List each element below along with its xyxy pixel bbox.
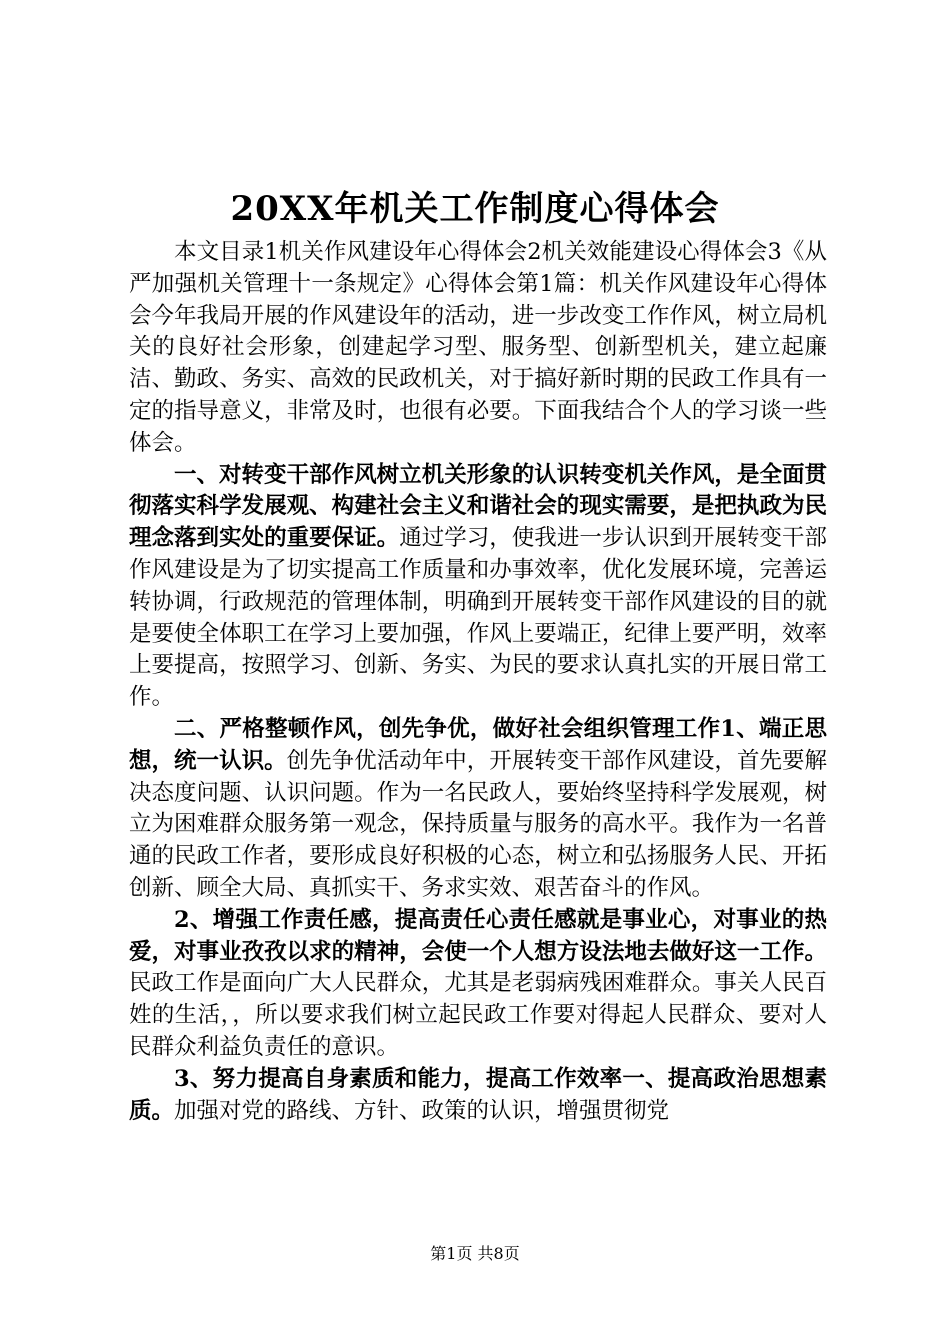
paragraph-heading: 一、对转变干部作风树立机关形象的认识转变机关作风，是全面贯彻落实科学发展观、构建社会主义和谐社会的现实需要，是把执政为民理念落到实处的重要保证。 [129,461,827,552]
paragraph-section-2-item-3 [129,1064,827,1128]
paragraph-intro [129,237,827,460]
paragraph-text: 加强对党的路线、方针、政策的认识，增强贯彻党 [174,1097,670,1124]
document-title: 20XX年机关工作制度心得体会 [230,189,720,229]
paragraph-text: 通过学习，使我进一步认识到开展转变干部作风建设是为了切实提高工作质量和办事效率，优化发展环境，完善运转协调，行政规范的管理体制，明确到开展转变干部作风建设的目的就是要使全体职工在学习上要加强，作风上要端正，纪律上要严明，效率上要提高，按照学习、创新、务实、为民的要求认真扎实的开展日常工作。 [129,525,827,711]
paragraph-heading: 二、严格整顿作风，创先争优，做好社会组织管理工作1、端正思想，统一认识。 [129,715,827,774]
paragraph-heading: 2、增强工作责任感，提高责任心责任感就是事业心，对事业的热爱，对事业孜孜以求的精神，会使一个人想方设法地去做好这一工作。 [129,906,827,965]
paragraph-section-1 [129,460,827,714]
paragraph-text: 民政工作是面向广大人民群众，尤其是老弱病残困难群众。事关人民百姓的生活，，所以要求我们树立起民政工作要对得起人民群众、要对人民群众利益负责任的意识。 [129,970,827,1060]
paragraph-text: 本文目录1机关作风建设年心得体会2机关效能建设心得体会3《从严加强机关管理十一条规定》心得体会第1篇：机关作风建设年心得体会今年我局开展的作风建设年的活动，进一步改变工作作风，树立局机关的良好社会形象，创建起学习型、服务型、创新型机关，建立起廉洁、勤政、务实、高效的民政机关，对于搞好新时期的民政工作具有一定的指导意义，非常及时，也很有必要。下面我结合个人的学习谈一些体会。 [129,239,827,456]
paragraph-section-2 [129,714,827,905]
paragraph-heading: 3、努力提高自身素质和能力，提高工作效率一、提高政治思想素质。 [129,1065,827,1124]
paragraph-section-2-item-2 [129,905,827,1064]
paragraph-text: 创先争优活动年中，开展转变干部作风建设，首先要解决态度问题、认识问题。作为一名民政人，要始终坚持科学发展观，树立为困难群众服务第一观念，保持质量与服务的高水平。我作为一名普通的民政工作者，要形成良好积极的心态，树立和弘扬服务人民、开拓创新、顾全大局、真抓实干、务求实效、艰苦奋斗的作风。 [129,747,827,901]
page-number-footer: 第1页 共8页 [430,1244,520,1263]
document-body [129,237,827,1127]
